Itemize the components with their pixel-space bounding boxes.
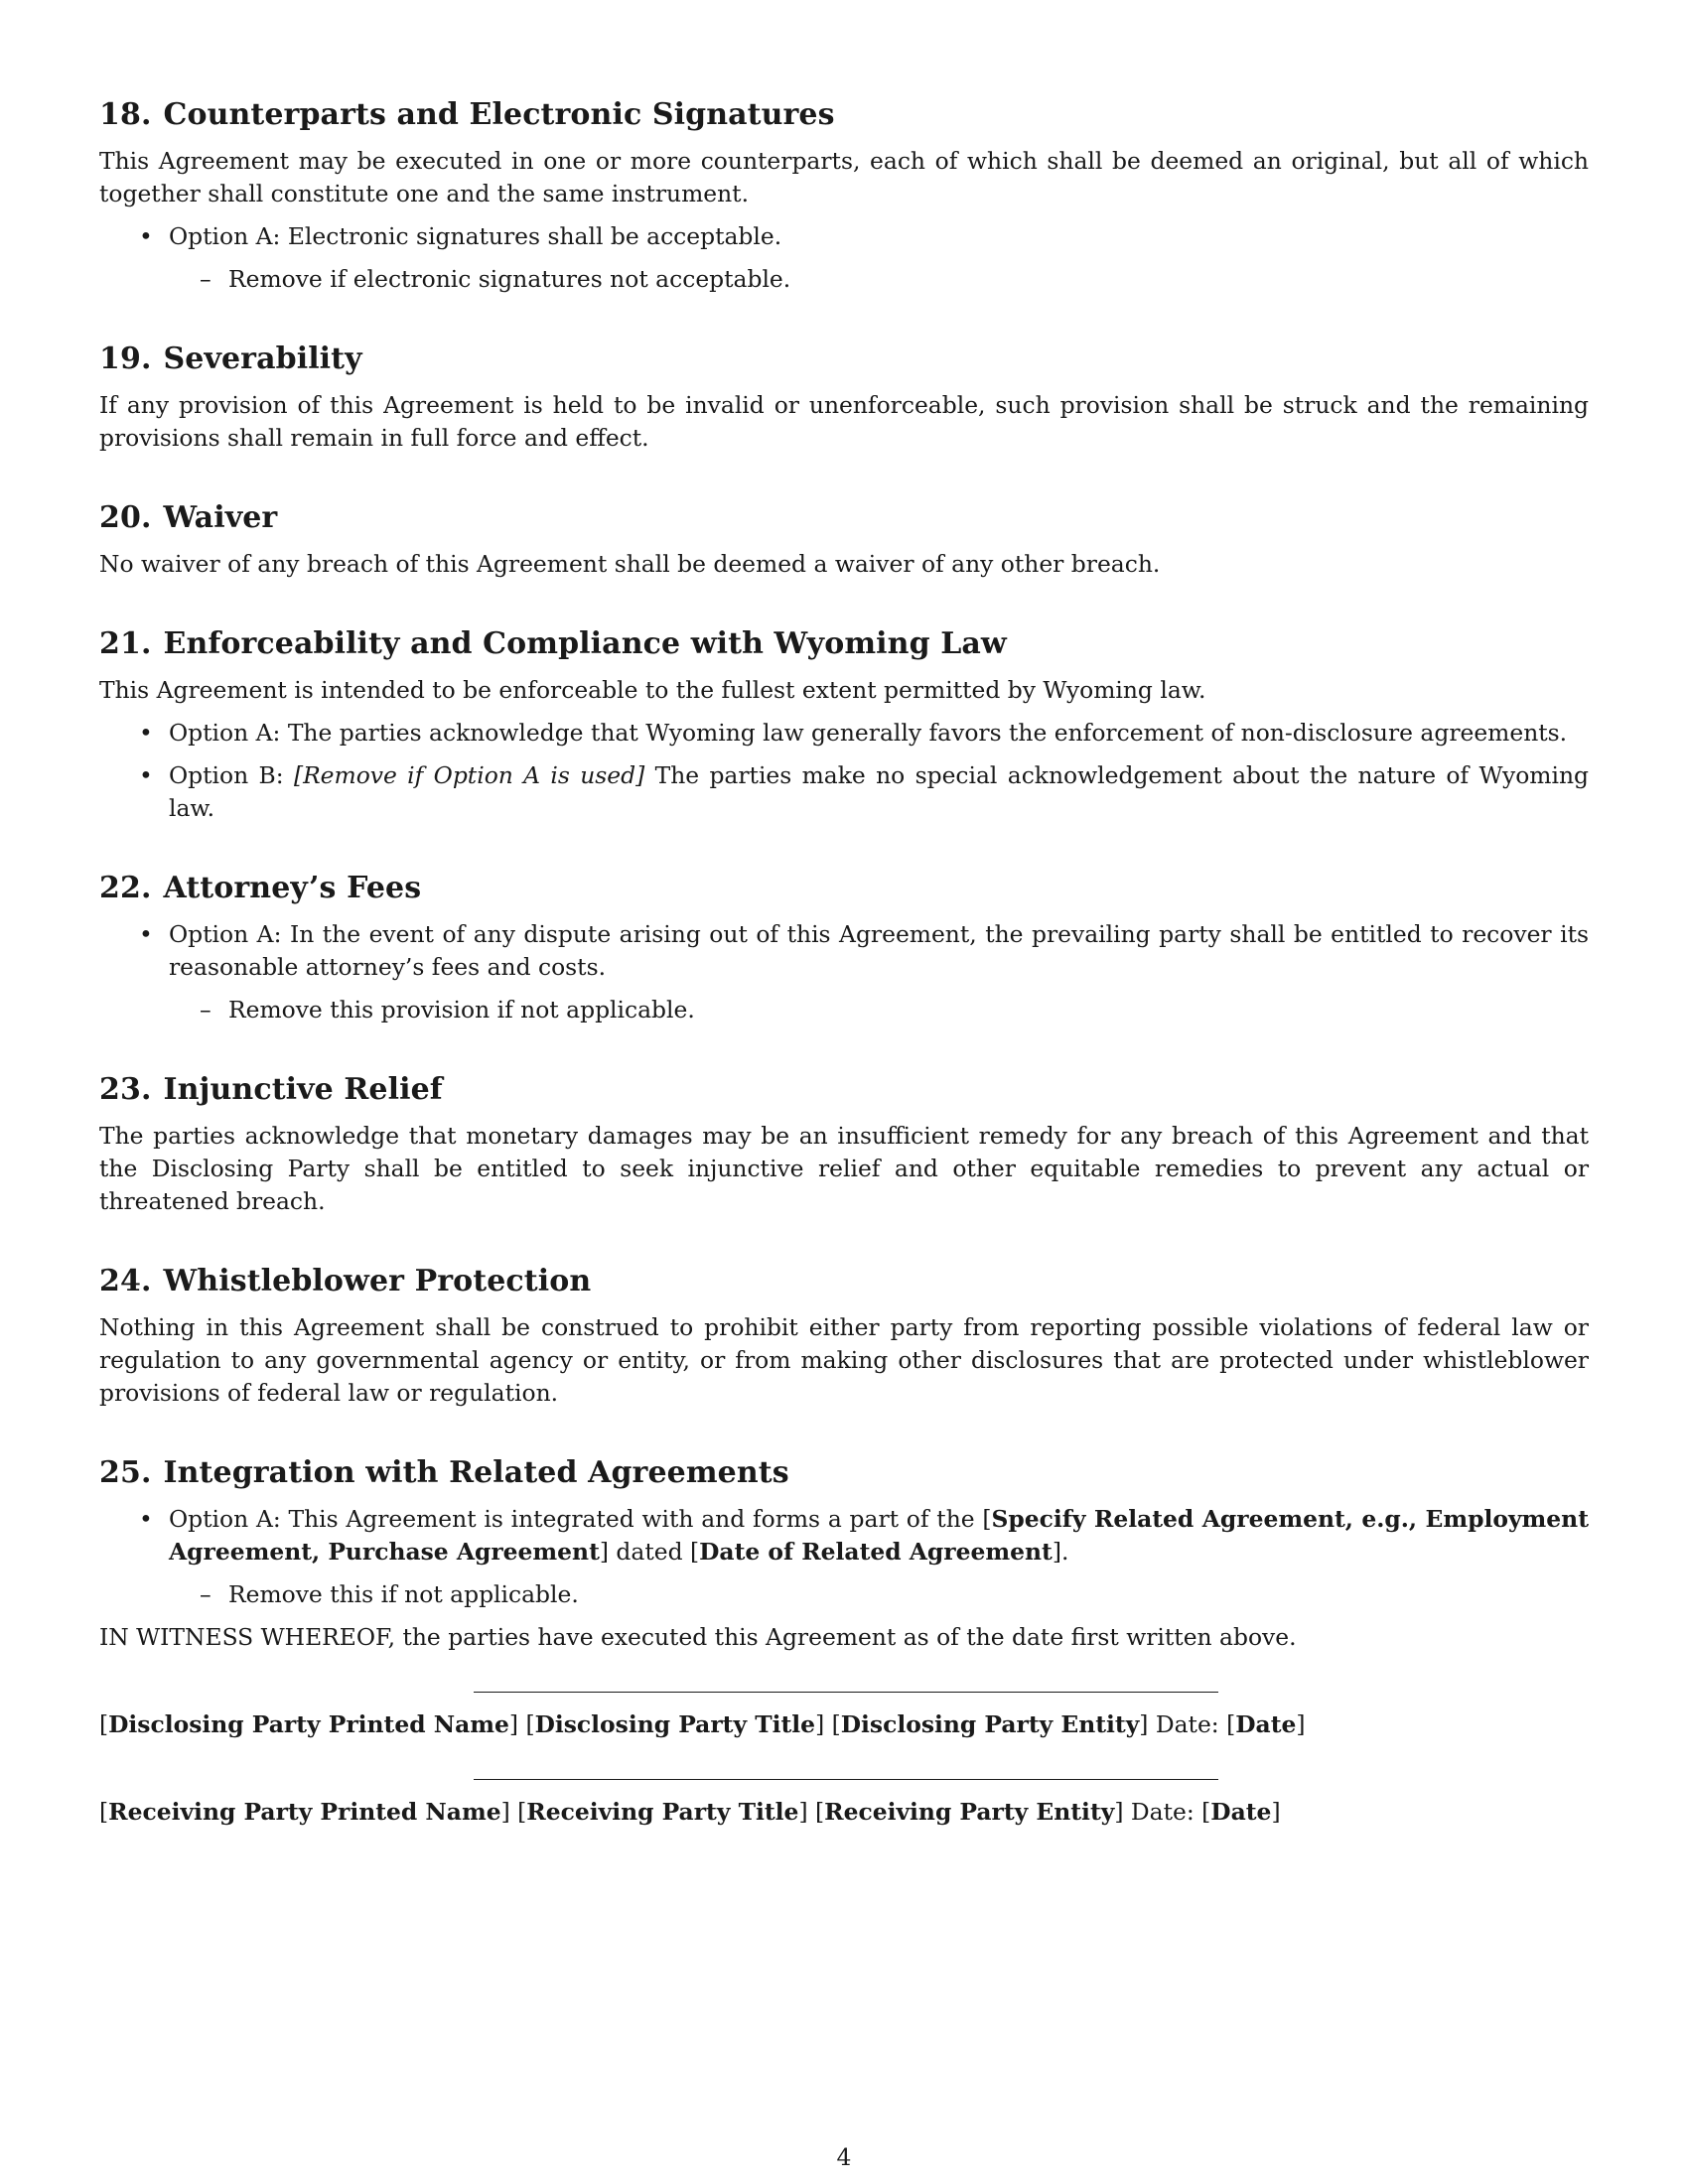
section-heading: 18. Counterparts and Electronic Signatures	[99, 97, 835, 132]
option-b: • Option B: [Remove if Option A is used] The parties make no special acknowledgement about the nature of Wyoming law.	[99, 759, 1589, 825]
section-body: The parties acknowledge that monetary damages may be an insufficient remedy for any breach of this Agreement and that the Disclosing Party shall be entitled to seek injunctive relief and other equitable remedies to prevent any actual or threatened breach.	[99, 1122, 1589, 1215]
section-body: No waiver of any breach of this Agreement shall be deemed a waiver of any other breach.	[99, 550, 1161, 578]
signature-line-receiving	[474, 1779, 1218, 1780]
section-body: Nothing in this Agreement shall be construed to prohibit either party from reporting possible violations of federal law or regulation to any governmental agency or entity, or from making other disclosures that are protected under whistleblower provisions of federal law or regulation.	[99, 1313, 1589, 1407]
section-22	[99, 869, 1589, 1026]
section-body: This Agreement is intended to be enforceable to the fullest extent permitted by Wyoming law.	[99, 676, 1206, 704]
sub-note: – Remove if electronic signatures not acceptable.	[99, 263, 1589, 296]
section-body: If any provision of this Agreement is held to be invalid or unenforceable, such provision shall be struck and the remaining provisions shall remain in full force and effect.	[99, 391, 1589, 452]
option-a: • Option A: The parties acknowledge that Wyoming law generally favors the enforcement of non-disclosure agreements.	[99, 717, 1589, 750]
option-b-note: [Remove if Option A is used]	[293, 761, 645, 789]
related-agreement-placeholder: Specify Related Agreement, e.g., Employment Agreement, Purchase Agreement	[169, 1505, 1589, 1566]
section-heading: 25. Integration with Related Agreements	[99, 1455, 789, 1490]
section-heading: 23. Injunctive Relief	[99, 1072, 443, 1107]
sub-note-list	[99, 263, 1589, 296]
option-a: • Option A: This Agreement is integrated with and forms a part of the [Specify Related Agreement, e.g., Employment Agreement, Purchase Agreement] dated [Date of Related Agreement].	[99, 1503, 1589, 1569]
option-list	[99, 717, 1589, 825]
option-list	[99, 918, 1589, 984]
signature-line-disclosing	[474, 1692, 1218, 1693]
section-21	[99, 624, 1589, 825]
section-heading: 22. Attorney’s Fees	[99, 871, 422, 905]
section-24	[99, 1262, 1589, 1410]
related-date-placeholder: Date of Related Agreement	[699, 1538, 1053, 1566]
section-heading: 21. Enforceability and Compliance with Wyoming Law	[99, 626, 1007, 661]
section-18	[99, 95, 1589, 296]
section-23	[99, 1070, 1589, 1218]
option-a: • Option A: In the event of any dispute arising out of this Agreement, the prevailing party shall be entitled to recover its reasonable attorney’s fees and costs.	[99, 918, 1589, 984]
section-body: This Agreement may be executed in one or more counterparts, each of which shall be deemed an original, but all of which together shall constitute one and the same instrument.	[99, 147, 1589, 207]
witness-clause: IN WITNESS WHEREOF, the parties have executed this Agreement as of the date first written above.	[99, 1623, 1297, 1651]
sub-note-list	[99, 994, 1589, 1026]
section-heading: 19. Severability	[99, 341, 362, 376]
document-page	[99, 95, 1589, 1829]
sub-note: – Remove this if not applicable.	[99, 1578, 1589, 1611]
section-20	[99, 498, 1589, 581]
sub-note: – Remove this provision if not applicable.	[99, 994, 1589, 1026]
section-25	[99, 1453, 1589, 1654]
option-list	[99, 220, 1589, 253]
section-heading: 20. Waiver	[99, 500, 278, 535]
option-list	[99, 1503, 1589, 1569]
signature-block-receiving: [Receiving Party Printed Name] [Receiving Party Title] [Receiving Party Entity] Date: [Date]	[99, 1798, 1281, 1826]
signature-block-disclosing: [Disclosing Party Printed Name] [Disclosing Party Title] [Disclosing Party Entity] Date: [Date]	[99, 1710, 1306, 1738]
section-19	[99, 340, 1589, 455]
page-number: 4	[836, 2143, 852, 2171]
sub-note-list	[99, 1578, 1589, 1611]
section-heading: 24. Whistleblower Protection	[99, 1264, 592, 1298]
option-a: • Option A: Electronic signatures shall be acceptable.	[99, 220, 1589, 253]
